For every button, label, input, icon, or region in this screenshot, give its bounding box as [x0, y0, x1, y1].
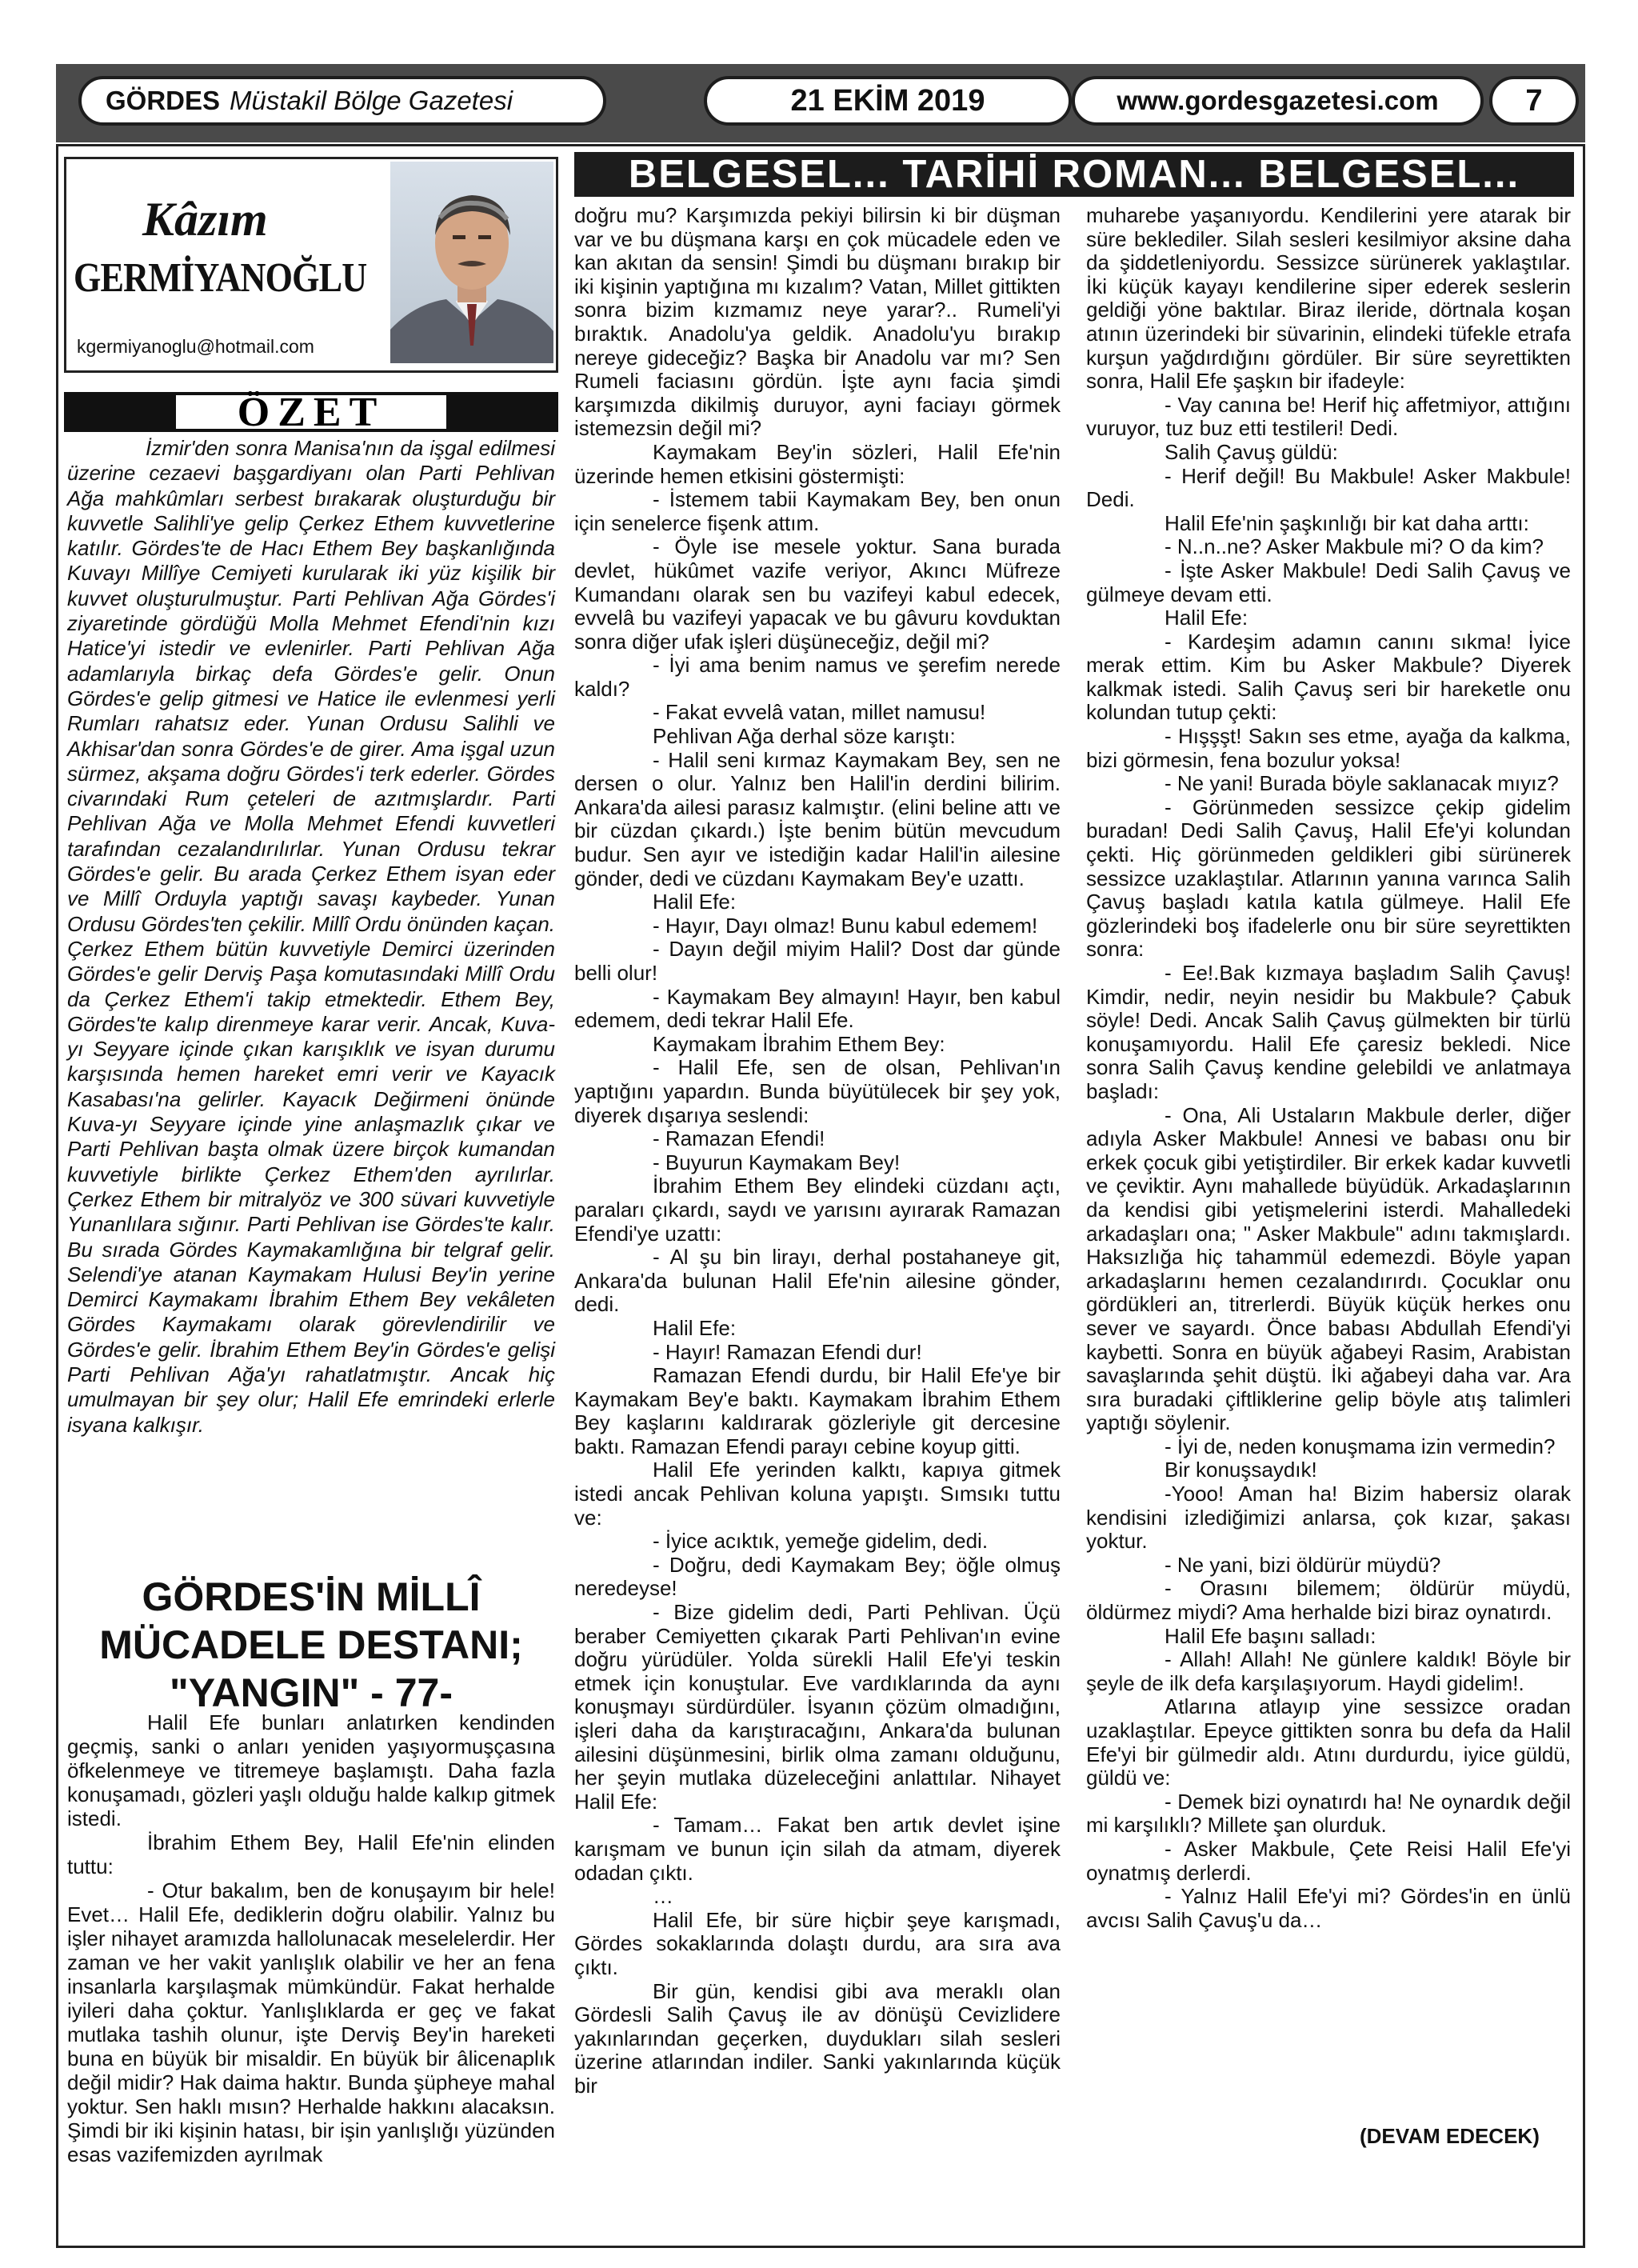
story-paragraph: - Orasını bilemem; öldürür müydü, öldürmez miydi? Ama herhalde bizi biraz oynatırdı.: [1086, 1576, 1571, 1625]
story-paragraph: - Ona, Ali Ustaların Makbule derler, diğer adıyla Asker Makbule! Annesi ve babası onu bir erkek çocuk gibi yetiştirdiler. Bir erkek kadar kuvvetli ve çeviktir. Aynı mahallede büyüdük. Arkadaşlarının da kendisi gibi yetişmelerini isterdi. Mahalledeki arkadaşları ona; " Asker Makbule" adını takmışlardı. Haksızlığa hiç tahammül edemezdi. Böyle yapan arkadaşlarını hemen cezalandırırdı. Çocuklar onu gördükleri an, titrerlerdi. Büyük küçük herkes onu sever ve sayardı. Önce babası Abdullah Efendi'yi kaybetti. Sonra en büyük ağabeyi Rasim, Arabistan savaşlarında şehit düştü. İki ağabeyi daha var. Ara sıra buradaki çiftliklerine gelip böyle atış talimleri yaptığı söylenir.: [1086, 1102, 1571, 1435]
summary-label: ÖZET: [176, 395, 446, 429]
author-first-name: Kâzım: [142, 193, 268, 246]
story-paragraph: Pehlivan Ağa derhal söze karıştı:: [653, 724, 956, 749]
author-last-name: GERMİYANOĞLU: [74, 255, 367, 301]
summary-paragraph: İzmir'den sonra Manisa'nın da işgal edilmesi üzerine cezaevi başgardiyanı olan Parti Pehlivan Ağa mahkûmları serbest bırakarak oluşturduğu bir kuvvetle Salihli'ye gelip Çerkez Ethem kuvvetlerine katılır. Gördes'te de Hacı Ethem Bey başkanlığında Kuvayı Millîye Cemiyeti kurularak iki yüz kişilik bir kuvvet oluşturulmuştur. Parti Pehlivan Ağa Gördes'i ziyaretinde gördüğü Molla Mehmet Efendi'nin kızı Hatice'yi istedir ve evlenirler. Parti Pehlivan Ağa adamlarıyla birkaç defa Gördes'e gelir. Onun Gördes'e gelip gitmesi ve Hatice ile evlenmesi yerli Rumları rahatsız eder. Yunan Ordusu Salihli ve Akhisar'dan sonra Gördes'e de girer. Ama işgal uzun sürmez, akşama doğru Gördes'i terk ederler. Gördes civarındaki Rum çeteleri de azıtmışlardır. Parti Pehlivan Ağa ve Molla Mehmet Efendi kuvvetleri tarafından cezalandırılırlar. Yunan Ordusu tekrar Gördes'e gelir. Bu arada Çerkez Ethem isyan eder ve Millî Orduyla yaptığı savaşı kaybeder. Yunan Ordusu Gördes'ten çekilir. Millî Ordu önünden kaçan. Çerkez Ethem bütün kuvvetiyle Demirci üzerinden Gördes'e gelir Derviş Paşa komutasındaki Millî Ordu da Çerkez Ethem'i takip etmektedir. Ethem Bey, Gördes'te kalıp direnmeye karar verir. Ancak, Kuva-yı Seyyare içinde çıkan karışıklık ve isyan durumu karşısında hemen hareket emri verir ve Kayacık Kasabası'na gelirler. Kayacık Değirmeni önünde Kuva-yı Seyyare içinde yine anlaşmazlık çıkar ve Parti Pehlivan başta olmak üzere birçok kumandan kuvvetiyle birlikte Çerkez Ethem'den ayrılırlar. Çerkez Ethem bir mitralyöz ve 300 süvari kuvvetiyle Yunanlılara sığınır. Parti Pehlivan ise Gördes'te kalır. Bu sırada Gördes Kaymakamlığına bir telgraf gelir. Selendi'ye atanan Kaymakam Hulusi Bey'in yerine Demirci Kaymakamı İbrahim Ethem Bey vekâleten Gördes Kaymakamı olarak görevlendirilir ve Gördes'e gelir. İbrahim Ethem Bey'in Gördes'e gelişi Parti Pehlivan Ağa'yı rahatlatmıştır. Ancak hiç umulmayan bir şey olur; Halil Efe emrindeki erlerle isyana kalkışır.: [67, 436, 555, 1437]
story-paragraph: …: [653, 1884, 673, 1909]
story-paragraph: - Ee!.Bak kızmaya başladım Salih Çavuş! Kimdir, nedir, neyin nesidir bu Makbule? Çabuk söyle! Dedi. Ancak Salih Çavuş gülmekten bir türlü konuşamıyordu. Halil Efe çaresiz bekledi. Nice sonra Salih Çavuş kendine gelebildi ve anlatmaya başladı:: [1086, 961, 1571, 1103]
story-paragraph: - Allah! Allah! Ne günlere kaldık! Böyle bir şeyle de ilk defa karşılaşıyorum. Haydi gidelim!.: [1086, 1647, 1571, 1695]
story-paragraph: - Hayır, Dayı olmaz! Bunu kabul edemem!: [653, 913, 1038, 938]
series-title: [64, 1573, 558, 1717]
story-paragraph: -Yooo! Aman ha! Bizim habersiz olarak kendisini izlediğimizi anlarsa, çok kızar, şakası yoktur.: [1086, 1482, 1571, 1554]
series-title-line: GÖRDES'İN MİLLÎ: [142, 1574, 481, 1619]
story-paragraph: - Ne yani! Burada böyle saklanacak mıyız?: [1165, 771, 1559, 796]
right-column: [1086, 204, 1571, 1932]
story-paragraph: Halil Efe'nin şaşkınlığı bir kat daha arttı:: [1165, 510, 1529, 535]
section-banner: BELGESEL... TARİHİ ROMAN... BELGESEL...: [574, 152, 1574, 197]
story-paragraph: - Ramazan Efendi!: [653, 1126, 825, 1151]
story-paragraph: Kaymakam İbrahim Ethem Bey:: [653, 1031, 945, 1056]
issue-date: 21 EKİM 2019: [704, 76, 1072, 126]
story-paragraph: - Herif değil! Bu Makbule! Asker Makbule! Dedi.: [1086, 463, 1571, 512]
story-paragraph: - Ne yani, bizi öldürür müydü?: [1165, 1552, 1441, 1577]
story-paragraph: - İyice acıktık, yemeğe gidelim, dedi.: [653, 1529, 989, 1554]
story-paragraph: Halil Efe başını salladı:: [1165, 1623, 1376, 1648]
website-link[interactable]: www.gordesgazetesi.com: [1072, 76, 1484, 126]
story-paragraph: - N..n..ne? Asker Makbule mi? O da kim?: [1165, 534, 1544, 559]
story-paragraph: - İstemem tabii Kaymakam Bey, ben onun için senelerce fişenk attım.: [574, 487, 1061, 535]
story-paragraph: - Doğru, dedi Kaymakam Bey; öğle olmuş neredeyse!: [574, 1552, 1061, 1601]
story-paragraph: Halil Efe:: [653, 890, 737, 914]
story-paragraph: - Dayın değil miyim Halil? Dost dar günde belli olur!: [574, 937, 1061, 985]
story-paragraph: Halil Efe bunları anlatırken kendinden geçmiş, sanki o anları yeniden yaşıyormuşçasına öfkelenmeye ve titremeye başlamıştı. Daha fazla konuşamadı, gözleri yaşlı olduğu halde kalkıp gitmek istedi.: [67, 1710, 555, 1830]
story-paragraph: - Görünmeden sessizce çekip gidelim buradan! Dedi Salih Çavuş, Halil Efe'yi kolundan çekti. Hiç görünmeden geldikleri gibi sürünerek sessizce uzaklaştılar. Atlarının yanına varınca Salih Çavuş başladı katıla katıla gülmeye. Halil Efe gözlerindeki boş ifadelerle onu bir süre seyrettikten sonra:: [1086, 794, 1571, 962]
author-portrait-icon: [390, 162, 553, 363]
story-paragraph: - Halil Efe, sen de olsan, Pehlivan'ın yaptığını yapardın. Bunda büyütülecek bir şey yok, diyerek dışarıya seslendi:: [574, 1055, 1061, 1127]
story-paragraph: - Yalnız Halil Efe'yi mi? Gördes'in en ünlü avcısı Salih Çavuş'u da…: [1086, 1884, 1571, 1932]
story-paragraph: muharebe yaşanıyordu. Kendilerini yere atarak bir süre beklediler. Silah sesleri kesilmiyor aksine daha da şiddetleniyordu. Sessizce sürünerek yaklaştılar. İki küçük kayayı kendilerine siper ederek seslerin geldiği yöne baktılar. Biraz ileride, dörtnala koşan atının üzerindeki bir süvarinin, elindeki tüfekle etrafa kurşun yağdırdığını gördüler. Bir süre seyrettikten sonra, Halil Efe şaşkın bir ifadeyle:: [1086, 203, 1571, 394]
story-paragraph: Halil Efe:: [653, 1315, 737, 1340]
middle-column: [574, 204, 1061, 2098]
story-paragraph: - Tamam… Fakat ben artık devlet işine karışmam ve bunun için silah da atmam, diyerek odadan çıktı.: [574, 1813, 1061, 1885]
story-paragraph: Bir gün, kendisi gibi ava meraklı olan Gördesli Salih Çavuş ile av dönüşü Cevizlidere yakınlarından geçerken, duydukları silah sesleri üzerine atlarından indiler. Sanki yakınlarında küçük bir: [574, 1978, 1061, 2098]
story-paragraph: Halil Efe yerinden kalktı, kapıya gitmek istedi ancak Pehlivan koluna yapıştı. Sımsıkı tuttu ve:: [574, 1458, 1061, 1530]
story-paragraph: Halil Efe:: [1165, 606, 1248, 630]
story-paragraph: - Fakat evvelâ vatan, millet namusu!: [653, 700, 986, 725]
story-paragraph: - İyi ama benim namus ve şerefim nerede kaldı?: [574, 653, 1061, 701]
story-paragraph: Salih Çavuş güldü:: [1165, 439, 1338, 464]
story-paragraph: - Bize gidelim dedi, Parti Pehlivan. Üçü beraber Cemiyetten çıkarak Parti Pehlivan'ın evine doğru yürüdüler. Yolda sürekli Halil Efe'yi teskin etmek için konuştular. Eve vardıklarında da aynı konuşmayı sürdürdüler. İsyanın çözüm olmadığını, işleri daha da karıştıracağını, Ankara'da bulunan ailesini düşünmesini, birlik olma zamanı olduğunu, her şeyin mutlaka düzeleceğini anlattılar. Nihayet Halil Efe:: [574, 1600, 1061, 1814]
author-email[interactable]: kgermiyanoglu@hotmail.com: [77, 336, 314, 357]
story-paragraph: - İyi de, neden konuşmama izin vermedin?: [1165, 1434, 1556, 1458]
story-paragraph: İbrahim Ethem Bey elindeki cüzdanı açtı, paraları çıkardı, saydı ve yarısını ayırarak Ramazan Efendi'ye uzattı:: [574, 1174, 1061, 1246]
left-story-column: [67, 1710, 555, 2166]
continued-note: (DEVAM EDECEK): [1360, 2124, 1540, 2148]
series-title-line: "YANGIN" - 77-: [170, 1670, 453, 1715]
author-photo: [390, 162, 553, 363]
story-paragraph: Atlarına atlayıp yine sessizce oradan uzaklaştılar. Epeyce gittikten sonra bu defa da Halil Efe'yi bir gülmedir aldı. Atını durdurdu, iyice güldü, güldü ve:: [1086, 1694, 1571, 1790]
page-number: 7: [1489, 76, 1579, 126]
story-paragraph: - Al şu bin lirayı, derhal postahaneye git, Ankara'da bulunan Halil Efe'nin ailesine gönder, dedi.: [574, 1245, 1061, 1317]
story-paragraph: - Kaymakam Bey almayın! Hayır, ben kabul edemem, dedi tekrar Halil Efe.: [574, 984, 1061, 1033]
story-paragraph: - Buyurun Kaymakam Bey!: [653, 1150, 901, 1174]
story-paragraph: - Vay canına be! Herif hiç affetmiyor, attığını vuruyor, tuz buz etti testileri! Dedi.: [1086, 392, 1571, 441]
paper-name-badge: [78, 76, 606, 126]
story-paragraph: - Halil seni kırmaz Kaymakam Bey, sen ne dersen o olur. Yalnız ben Halil'in derdini bilirim. Ankara'da ailesi parasız kalmıştır. (elini beline attı ve bir cüzdan çıkardı.) İşte benim bütün mevcudum budur. Sen ayır ve istediğin kadar Halil'in ailesine gönder, dedi ve cüzdanı Kaymakam Bey'e uzattı.: [574, 747, 1061, 890]
story-paragraph: - İşte Asker Makbule! Dedi Salih Çavuş ve gülmeye devam etti.: [1086, 558, 1571, 606]
summary-text: [67, 436, 555, 1438]
story-paragraph: Bir konuşsaydık!: [1165, 1458, 1317, 1482]
story-paragraph: - Kardeşim adamın canını sıkma! İyice merak ettim. Kim bu Asker Makbule? Diyerek kalkmak istedi. Salih Çavuş seri bir hareketle onu kolundan tutup çekti:: [1086, 629, 1571, 725]
series-title-line: MÜCADELE DESTANI;: [99, 1622, 523, 1667]
story-paragraph: - Hışşşt! Sakın ses etme, ayağa da kalkma, bizi görmesin, fena bozulur yoksa!: [1086, 724, 1571, 772]
story-paragraph: Halil Efe, bir süre hiçbir şeye karışmadı, Gördes sokaklarında dolaştı durdu, ara sıra ava çıktı.: [574, 1907, 1061, 1979]
story-paragraph: - Asker Makbule, Çete Reisi Halil Efe'yi oynatmış derlerdi.: [1086, 1836, 1571, 1885]
story-paragraph: - Hayır! Ramazan Efendi dur!: [653, 1339, 922, 1364]
story-paragraph: - Öyle ise mesele yoktur. Sana burada devlet, hükûmet vazife veriyor, Akıncı Müfreze Kumandanı olarak sen bu vazifeyi kabul edecek, evvelâ bu vazifeyi yapacak ve bu gâvuru kovduktan sonra diğer ufak işleri düşüneceğiz, değil mi?: [574, 534, 1061, 654]
story-paragraph: doğru mu? Karşımızda pekiyi bilirsin ki bir düşman var ve bu düşmana karşı en çok mücadele eden ve kan akıtan da sensin! Şimdi bu düşmanı bırakıp bir iki kişinin yaptığına mı kızalım? Vatan, Millet gittikten sonra bizim kızmamız neye yarar?.. Rumeli'yi bıraktık. Anadolu'ya geldik. Anadolu'yu bırakıp nereye gideceğiz? Başka bir Anadolu var mı? Sen Rumeli faciasını gördün. İşte aynı facia şimdi karşımızda dikilmiş duruyor, ayni faciayı görmek istemezsin değil mi?: [574, 203, 1061, 441]
story-paragraph: - Otur bakalım, ben de konuşayım bir hele! Evet… Halil Efe, dediklerin doğru olabilir. Yalnız bu işler nihayet aramızda hallolunacak meselelerdir. Her zaman ve her vakit yanlışlık olabilir ve her an fena insanlarla karşılaşmak mümkündür. Fakat herhalde iyileri daha çoktur. Yanlışlıklarda er geç ve fakat mutlaka tashih olunur, işte Derviş Bey'in hareketi buna en büyük bir misaldir. En büyük bir âlicenaplık değil midir? Hak daima haktır. Bunda şüpheye mahal yoktur. Sen haklı mısın? Herhalde hakkını alacaksın. Şimdi bir iki kişinin hatası, bir işin yanlışlığı yüzünden esas vazifemizden ayrılmak: [67, 1878, 555, 2166]
story-paragraph: Ramazan Efendi durdu, bir Halil Efe'ye bir Kaymakam Bey'e baktı. Kaymakam İbrahim Ethem Bey kaşlarını kaldırarak gözleriyle git dercesine baktı. Ramazan Efendi parayı cebine koyup gitti.: [574, 1363, 1061, 1458]
story-paragraph: Kaymakam Bey'in sözleri, Halil Efe'nin üzerinde hemen etkisini göstermişti:: [574, 439, 1061, 488]
story-paragraph: İbrahim Ethem Bey, Halil Efe'nin elinden tuttu:: [67, 1830, 555, 1878]
paper-subtitle: Müstakil Bölge Gazetesi: [230, 86, 513, 115]
paper-name: GÖRDES: [106, 86, 221, 115]
story-paragraph: - Demek bizi oynatırdı ha! Ne oynardık değil mi karşılıklı? Millete şan olurduk.: [1086, 1789, 1571, 1838]
